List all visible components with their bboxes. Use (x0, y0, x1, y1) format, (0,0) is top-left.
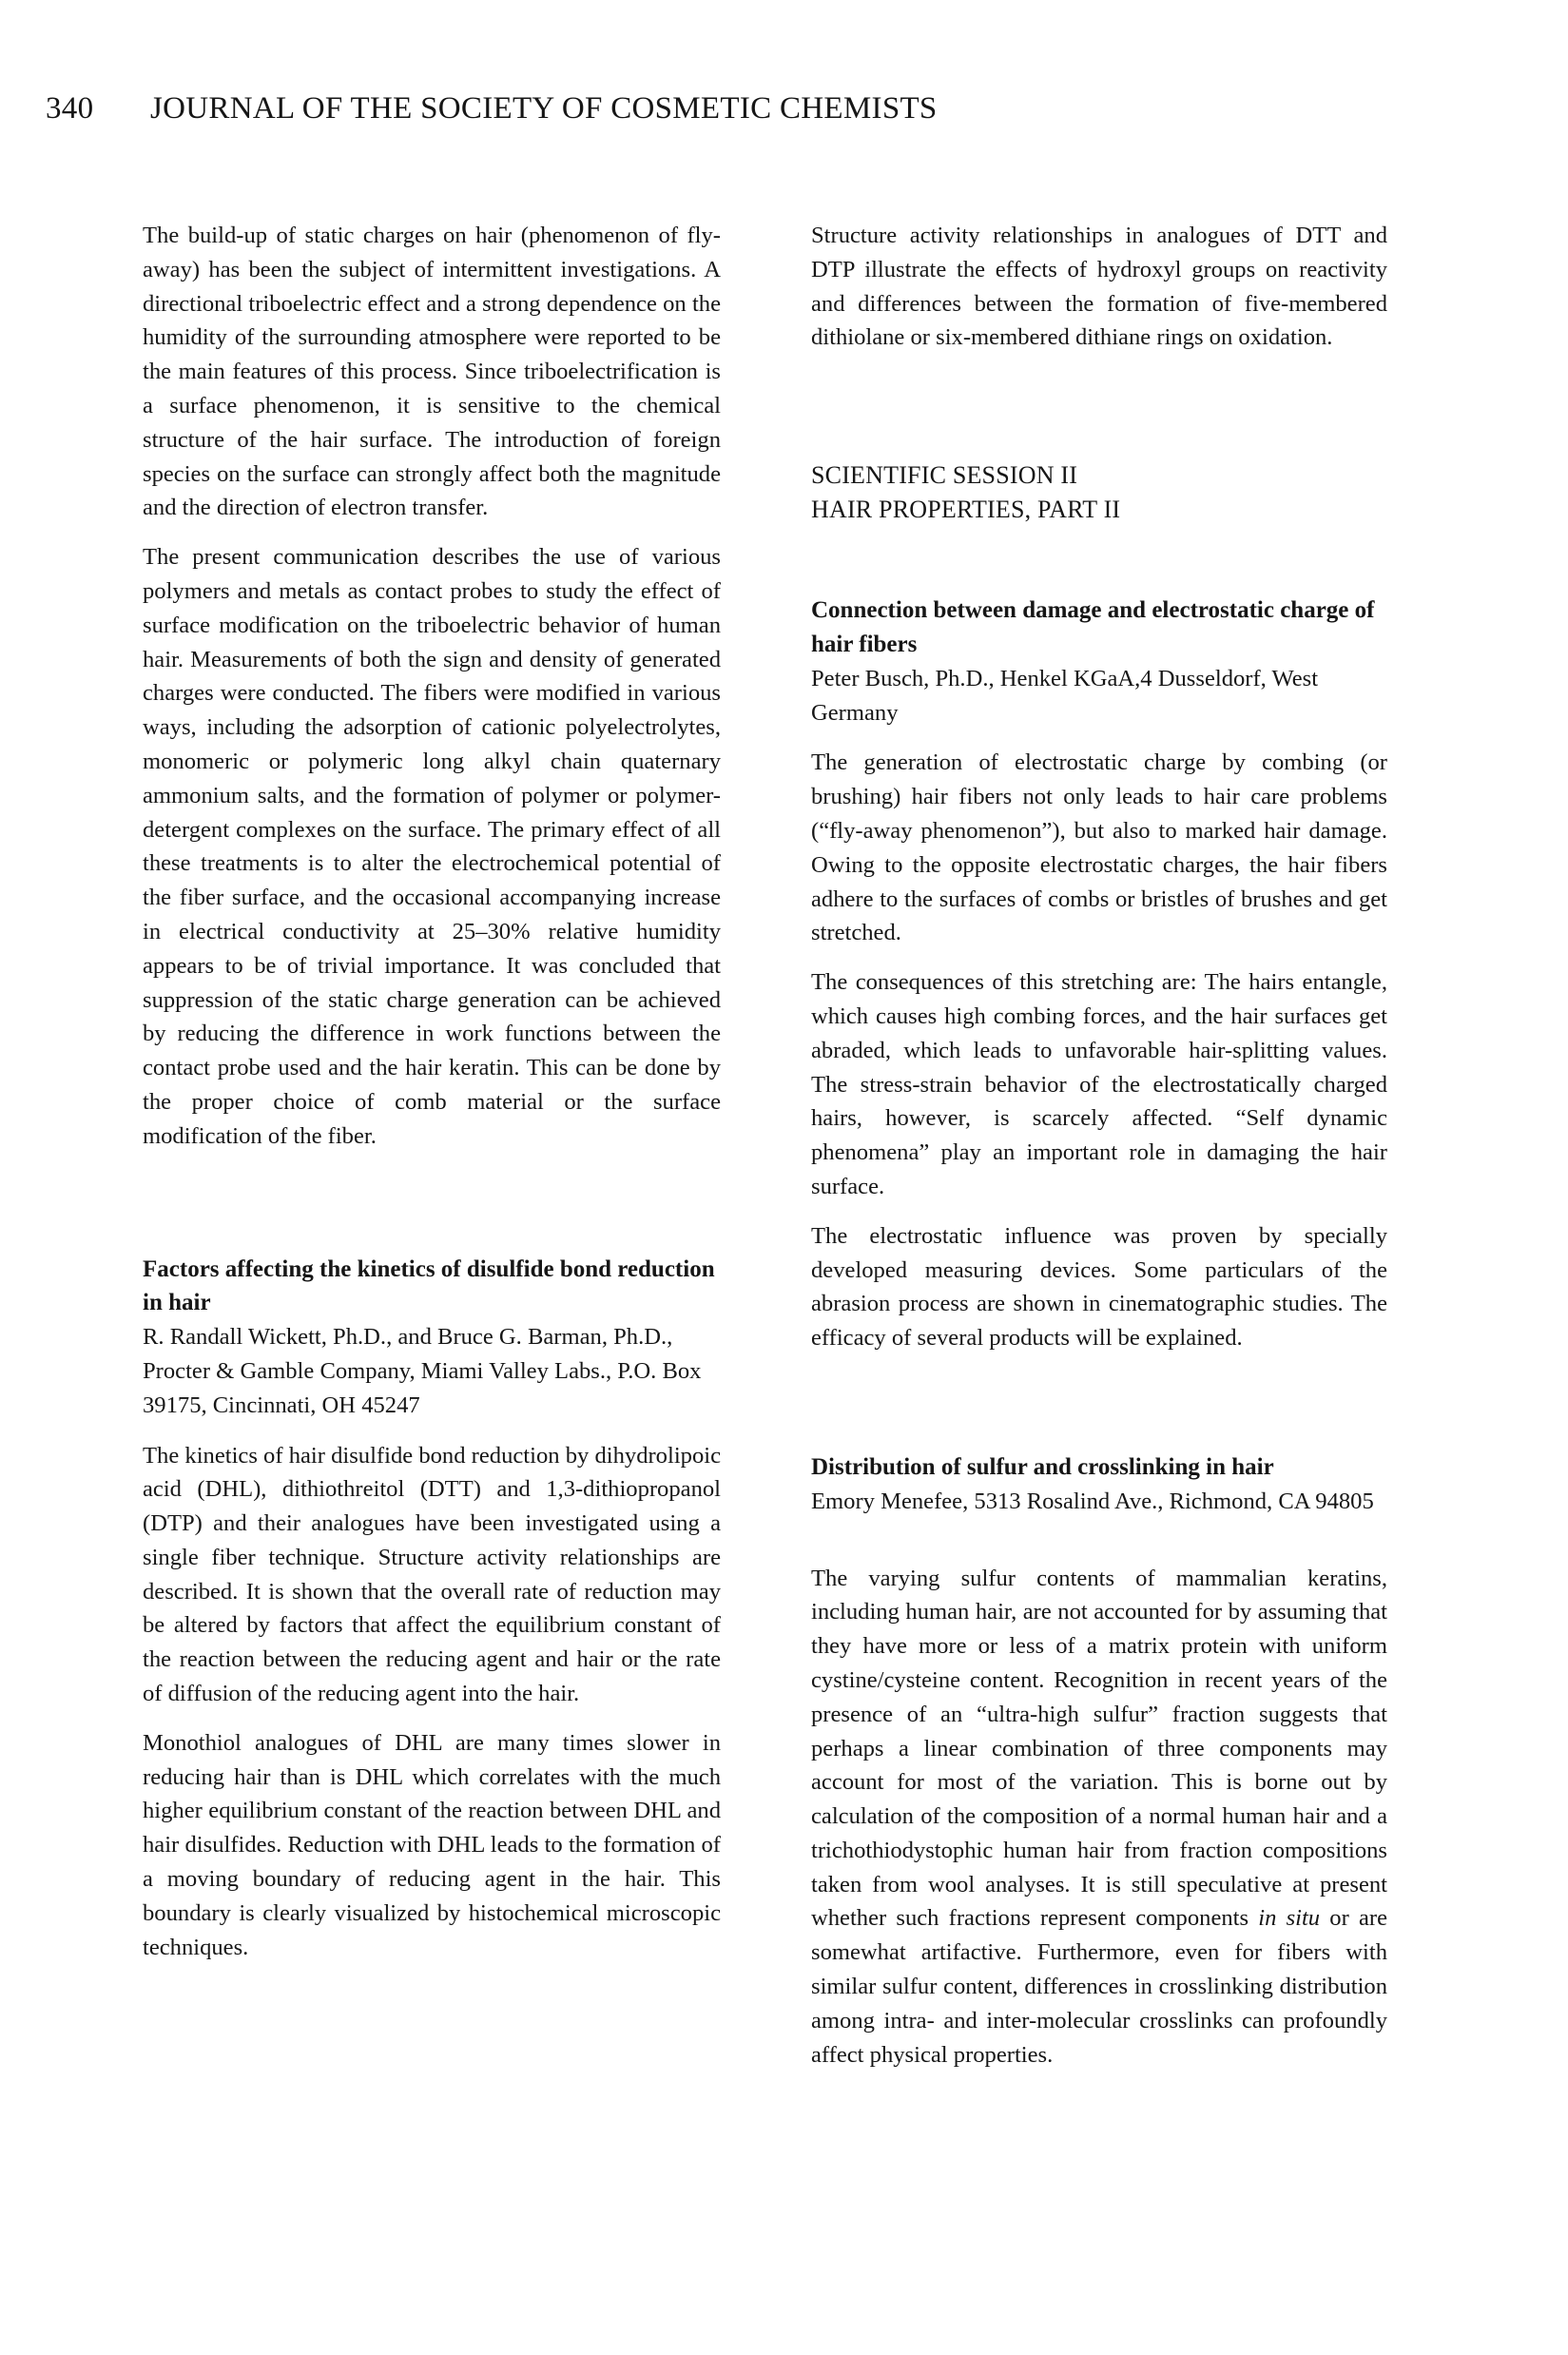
abstract-disulfide-reduction (143, 1253, 721, 1965)
session-heading-line-1: SCIENTIFIC SESSION II (811, 461, 1078, 490)
abstract-title: Connection between damage and electrostatic charge of hair fibers (811, 597, 1375, 657)
spacer (143, 1169, 721, 1253)
abstract-sulfur-distribution (811, 1450, 1387, 2073)
abstract-paragraph-1: The generation of electrostatic charge by combing (or brushing) hair fibers not only leads to hair care problems (“fly-away phenomenon”), but also to marked hair damage. Owing to the opposite electrostatic charges, the hair fibers adhere to the surfaces of combs or bristles of brushes and get stretched. (811, 749, 1387, 946)
abstract-authors: R. Randall Wickett, Ph.D., and Bruce G. Barman, Ph.D., Procter & Gamble Company, Miami Valley Labs., P.O. Box 39175, Cincinnati, OH 45247 (143, 1324, 702, 1418)
page-number: 340 (46, 91, 94, 126)
left-column (143, 219, 721, 1979)
abstract-paragraph-1 (811, 1562, 1387, 2073)
running-head (46, 91, 1358, 133)
right-column (811, 219, 1387, 2087)
abstract-authors: Emory Menefee, 5313 Rosalind Ave., Richmond, CA 94805 (811, 1488, 1374, 1514)
session-heading-line-2: HAIR PROPERTIES, PART II (811, 496, 1121, 524)
abstract-paragraph-3: The electrostatic influence was proven by specially developed measuring devices. Some particulars of the abrasion process are shown in cinematographic studies. The efficacy of several products will be explained. (811, 1222, 1387, 1352)
intro-paragraph-1: The build-up of static charges on hair (phenomenon of fly-away) has been the subject of intermittent investigations. A directional triboelectric effect and a strong dependence on the humidity of the surrounding atmosphere were reported to be the main features of this process. Since triboelectrification is a surface phenomenon, it is sensitive to the chemical structure of the hair surface. The introduction of foreign species on the surface can strongly affect both the magnitude and the direction of electron transfer. (143, 223, 721, 521)
spacer (811, 527, 1387, 594)
abstract-title: Factors affecting the kinetics of disulfide bond reduction in hair (143, 1255, 715, 1316)
text-after-italic: or are somewhat artifactive. Furthermore, even for fibers with similar sulfur content, differences in crosslinking distribution among intra- and inter-molecular crosslinks can profoundly affect physical properties. (811, 1905, 1387, 2068)
journal-title: JOURNAL OF THE SOCIETY OF COSMETIC CHEMISTS (150, 91, 938, 126)
abstract-authors: Peter Busch, Ph.D., Henkel KGaA,4 Dusseldorf, West Germany (811, 665, 1319, 726)
spacer (811, 1371, 1387, 1450)
intro-paragraph-2: The present communication describes the use of various polymers and metals as contact probes to study the effect of surface modification on the triboelectric behavior of human hair. Measurements of both the sign and density of generated charges were conducted. The fibers were modified in various ways, including the adsorption of cationic polyelectrolytes, monomeric or polymeric long alkyl chain quaternary ammonium salts, and the formation of polymer or polymer-detergent complexes on the surface. The primary effect of all these treatments is to alter the electrochemical potential of the fiber surface, and the occasional accompanying increase in electrical conductivity at 25–30% relative humidity appears to be of trivial importance. It was concluded that suppression of the static charge generation can be achieved by reducing the difference in work functions between the contact probe used and the hair keratin. This can be done by the proper choice of comb material or the surface modification of the fiber. (143, 544, 721, 1149)
abstract-paragraph-2: The consequences of this stretching are: The hairs entangle, which causes high combing forces, and the hair surfaces get abraded, which leads to unfavorable hair-splitting values. The stress-strain behavior of the electrostatically charged hairs, however, is scarcely affected. “Self dynamic phenomena” play an important role in damaging the hair surface. (811, 969, 1387, 1199)
italic-phrase: in situ (1258, 1905, 1321, 1932)
abstract-paragraph-1: The kinetics of hair disulfide bond reduction by dihydrolipoic acid (DHL), dithiothreitol (DTT) and 1,3-dithiopropanol (DTP) and their analogues have been investigated using a single fiber technique. Structure activity relationships are described. It is shown that the overall rate of reduction may be altered by factors that affect the equilibrium constant of the reaction between the reducing agent and hair or the rate of diffusion of the reducing agent into the hair. (143, 1442, 721, 1707)
abstract-electrostatic-damage (811, 594, 1387, 1355)
spacer (811, 370, 1387, 458)
continuation-paragraph: Structure activity relationships in analogues of DTT and DTP illustrate the effects of hydroxyl groups on reactivity and differences between the formation of five-membered dithiolane or six-membered dithiane rings on oxidation. (811, 223, 1387, 351)
abstract-paragraph-2: Monothiol analogues of DHL are many times slower in reducing hair than is DHL which correlates with the much higher equilibrium constant of the reaction between DHL and hair disulfides. Reduction with DHL leads to the formation of a moving boundary of reducing agent in the hair. This boundary is clearly visualized by histochemical microscopic techniques. (143, 1729, 721, 1960)
text-before-italic: The varying sulfur contents of mammalian keratins, including human hair, are not accounted for by assuming that they have more or less of a matrix protein with uniform cystine/cysteine content. Recognition in recent years of the presence of an “ultra-high sulfur” fraction suggests that perhaps a linear combination of three components may account for most of the variation. This is borne out by calculation of the composition of a normal human hair and a trichothiodystophic human hair from fraction compositions taken from wool analyses. It is still speculative at present whether such fractions represent components (811, 1565, 1387, 1932)
spacer (811, 1535, 1387, 1562)
abstract-title: Distribution of sulfur and crosslinking in hair (811, 1453, 1274, 1480)
session-heading (811, 458, 1387, 527)
